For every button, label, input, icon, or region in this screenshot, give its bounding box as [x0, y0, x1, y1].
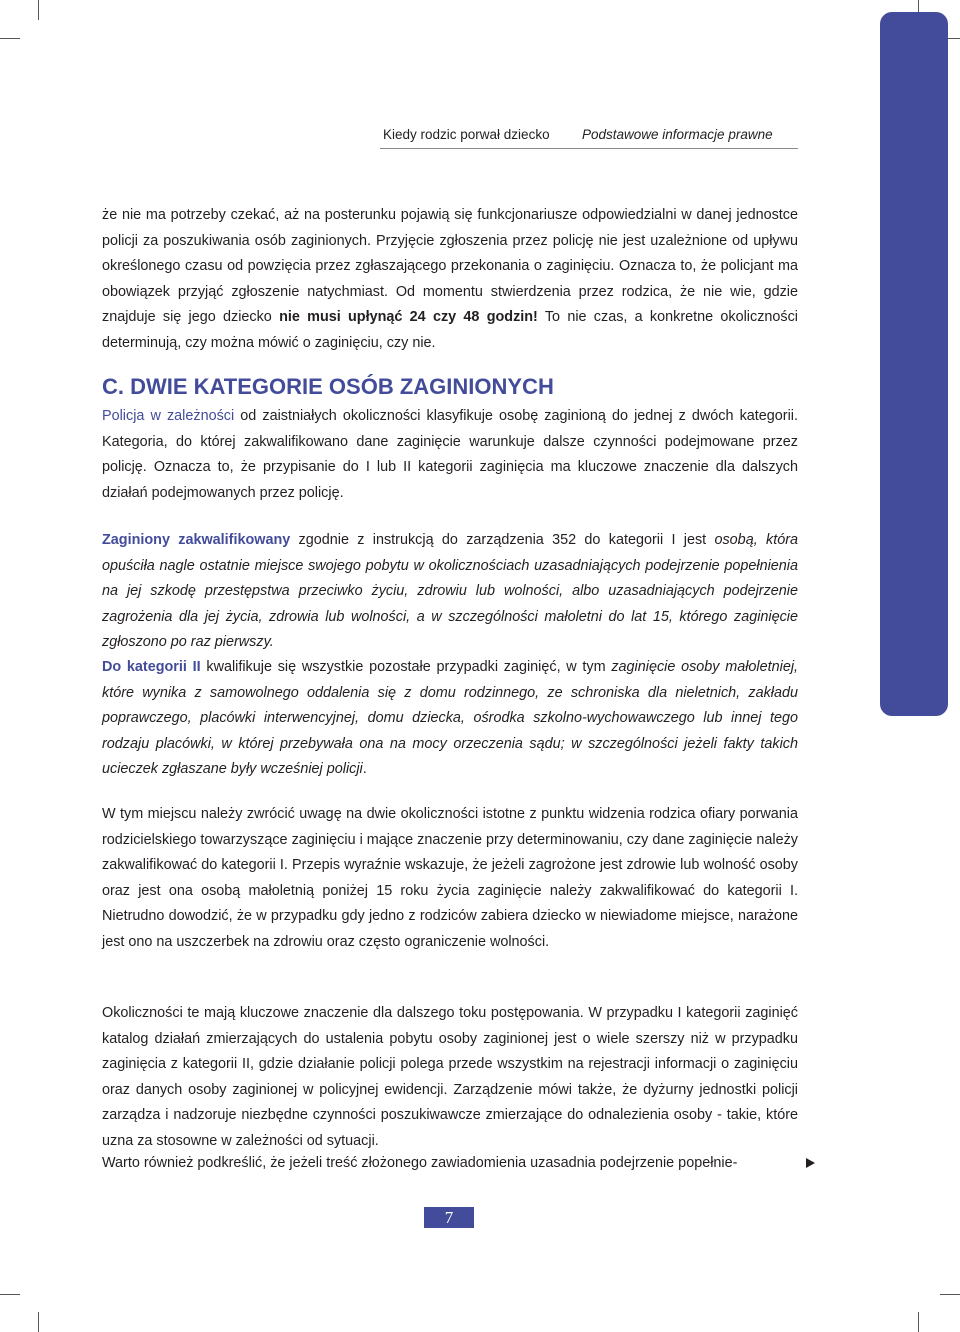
paragraph-circumstances: W tym miejscu należy zwrócić uwagę na dwie okoliczności istotne z punktu widzenia rodzica ofiary porwania rodzicielskiego towarzyszące zaginięciu i mające znaczenie przy determinowaniu, czy dane zaginięcie należy zakwalifikować do kategorii I. Przepis wyraźnie wskazuje, że jeżeli zagrożone jest zdrowie lub wolność osoby oraz jest ona osobą małoletnią poniżej 15 roku życia zaginięcie należy zakwalifikować do kategorii I. Nietrudno dowodzić, że w przypadku gdy jedno z rodziców zabiera dziecko w niewiadome miejsce, narażone jest ono na uszczerbek na zdrowiu oraz często ograniczenie wolności. — [102, 806, 798, 950]
term-category-1: Zaginiony zakwalifikowany — [102, 532, 291, 548]
category-2-text: kwalifikuje się wszystkie pozostałe przypadki zaginięć, w tym — [200, 659, 612, 675]
running-header — [380, 124, 798, 149]
term-category-2: Do kategorii II — [102, 659, 201, 675]
category-2-end: . — [362, 761, 367, 778]
right-arrow-icon — [806, 1158, 815, 1168]
paragraph-continuation: Warto również podkreślić, że jeżeli treść złożonego zawiadomienia uzasadnia podejrzenie popełnie- — [102, 1155, 738, 1171]
paragraph-categories-intro — [102, 404, 798, 506]
crop-mark-top-left-h — [0, 38, 20, 39]
category-1-definition: osobą, która opuściła nagle ostatnie miejsce swojego pobytu w okolicznościach uzasadniających podejrzenie popełnienia na jej szkodę przestępstwa przeciwko życiu, zdrowiu lub wolności, albo uzasadniających podejrzenie zagrożenia dla jej życia, zdrowia lub wolności, a w szczególności małoletni do lat 15, którego zaginięcie zgłoszono po raz pierwszy. — [102, 532, 798, 651]
paragraph-category-2 — [102, 655, 798, 783]
header-chapter-title: Podstawowe informacje prawne — [582, 127, 773, 142]
page-number: 7 — [424, 1207, 474, 1228]
highlight-police: Policja w zależności — [102, 408, 235, 424]
crop-mark-bottom-left-h — [0, 1294, 20, 1295]
paragraph-category-1 — [102, 528, 798, 656]
category-1-text: zgodnie z instrukcją do zarządzenia 352 do kategorii I jest — [290, 532, 715, 548]
category-2-definition: zaginięcie osoby małoletniej, które wynika z samowolnego oddalenia się z domu rodzinnego, ze schroniska dla nieletnich, zakładu poprawczego, placówki interwencyjnej, domu dziecka, ośrodka szkolno-wychowawczego lub innej tego rodzaju placówki, w której przebywała ona na mocy orzeczenia sądu; w szczególności jeżeli fakty takich ucieczek zgłaszane były wcześniej policji — [102, 659, 799, 778]
crop-mark-top-left-v — [38, 0, 39, 20]
section-title: C. DWIE KATEGORIE OSÓB ZAGINIONYCH — [102, 374, 554, 399]
paragraph-categories-text: od zaistniałych okoliczności klasyfikuje osobę zaginioną do jednej z dwóch kategorii. Kategoria, do której zakwalifikowano dane zaginięcie warunkuje dalsze czynności podejmowane przez policję. Oznacza to, że przypisanie do I lub II kategorii zaginięcia ma kluczowe znaczenie dla dalszych działań podejmowanych przez policję. — [102, 408, 798, 501]
header-book-title: Kiedy rodzic porwał dziecko — [383, 127, 550, 142]
crop-mark-bottom-left-v — [38, 1312, 39, 1332]
chapter-tab — [880, 12, 948, 716]
paragraph-reporting-end: To nie czas, a konkretne okoliczności determinują, czy można mówić o zaginięciu, czy nie. — [102, 309, 798, 351]
paragraph-reporting-text: że nie ma potrzeby czekać, aż na posterunku pojawią się funkcjonariusze odpowiedzialni w danej jednostce policji za poszukiwania osób zaginionych. Przyjęcie zgłoszenia przez policję nie jest uzależnione od upływu określonego czasu od powzięcia przez zgłaszającego przekonania o zaginięciu. Oznacza to, że policjant ma obowiązek przyjąć zgłoszenie natychmiast. Od momentu stwierdzenia przez rodzica, że nie wie, gdzie znajduje się jego dziecko — [102, 207, 798, 326]
crop-mark-bottom-right-h — [940, 1294, 960, 1295]
paragraph-procedure: Okoliczności te mają kluczowe znaczenie dla dalszego toku postępowania. W przypadku I kategorii zaginięć katalog działań zmierzających do ustalenia pobytu osoby zaginionej jest o wiele szerszy niż w przypadku zaginięcia z kategorii II, gdzie działanie policji polega przede wszystkim na rejestracji informacji o zaginięciu oraz danych osoby zaginionej w policyjnej ewidencji. Zarządzenie mówi także, że dyżurny jednostki policji zarządza i nadzoruje niezbędne czynności poszukiwawcze zmierzające do odnalezienia osoby - takie, które uzna za stosowne w zależności od sytuacji. — [102, 1005, 798, 1149]
paragraph-reporting — [102, 203, 798, 357]
emphasis-no-waiting: nie musi upłynąć 24 czy 48 godzin! — [279, 309, 538, 326]
crop-mark-bottom-right-v — [918, 1312, 919, 1332]
